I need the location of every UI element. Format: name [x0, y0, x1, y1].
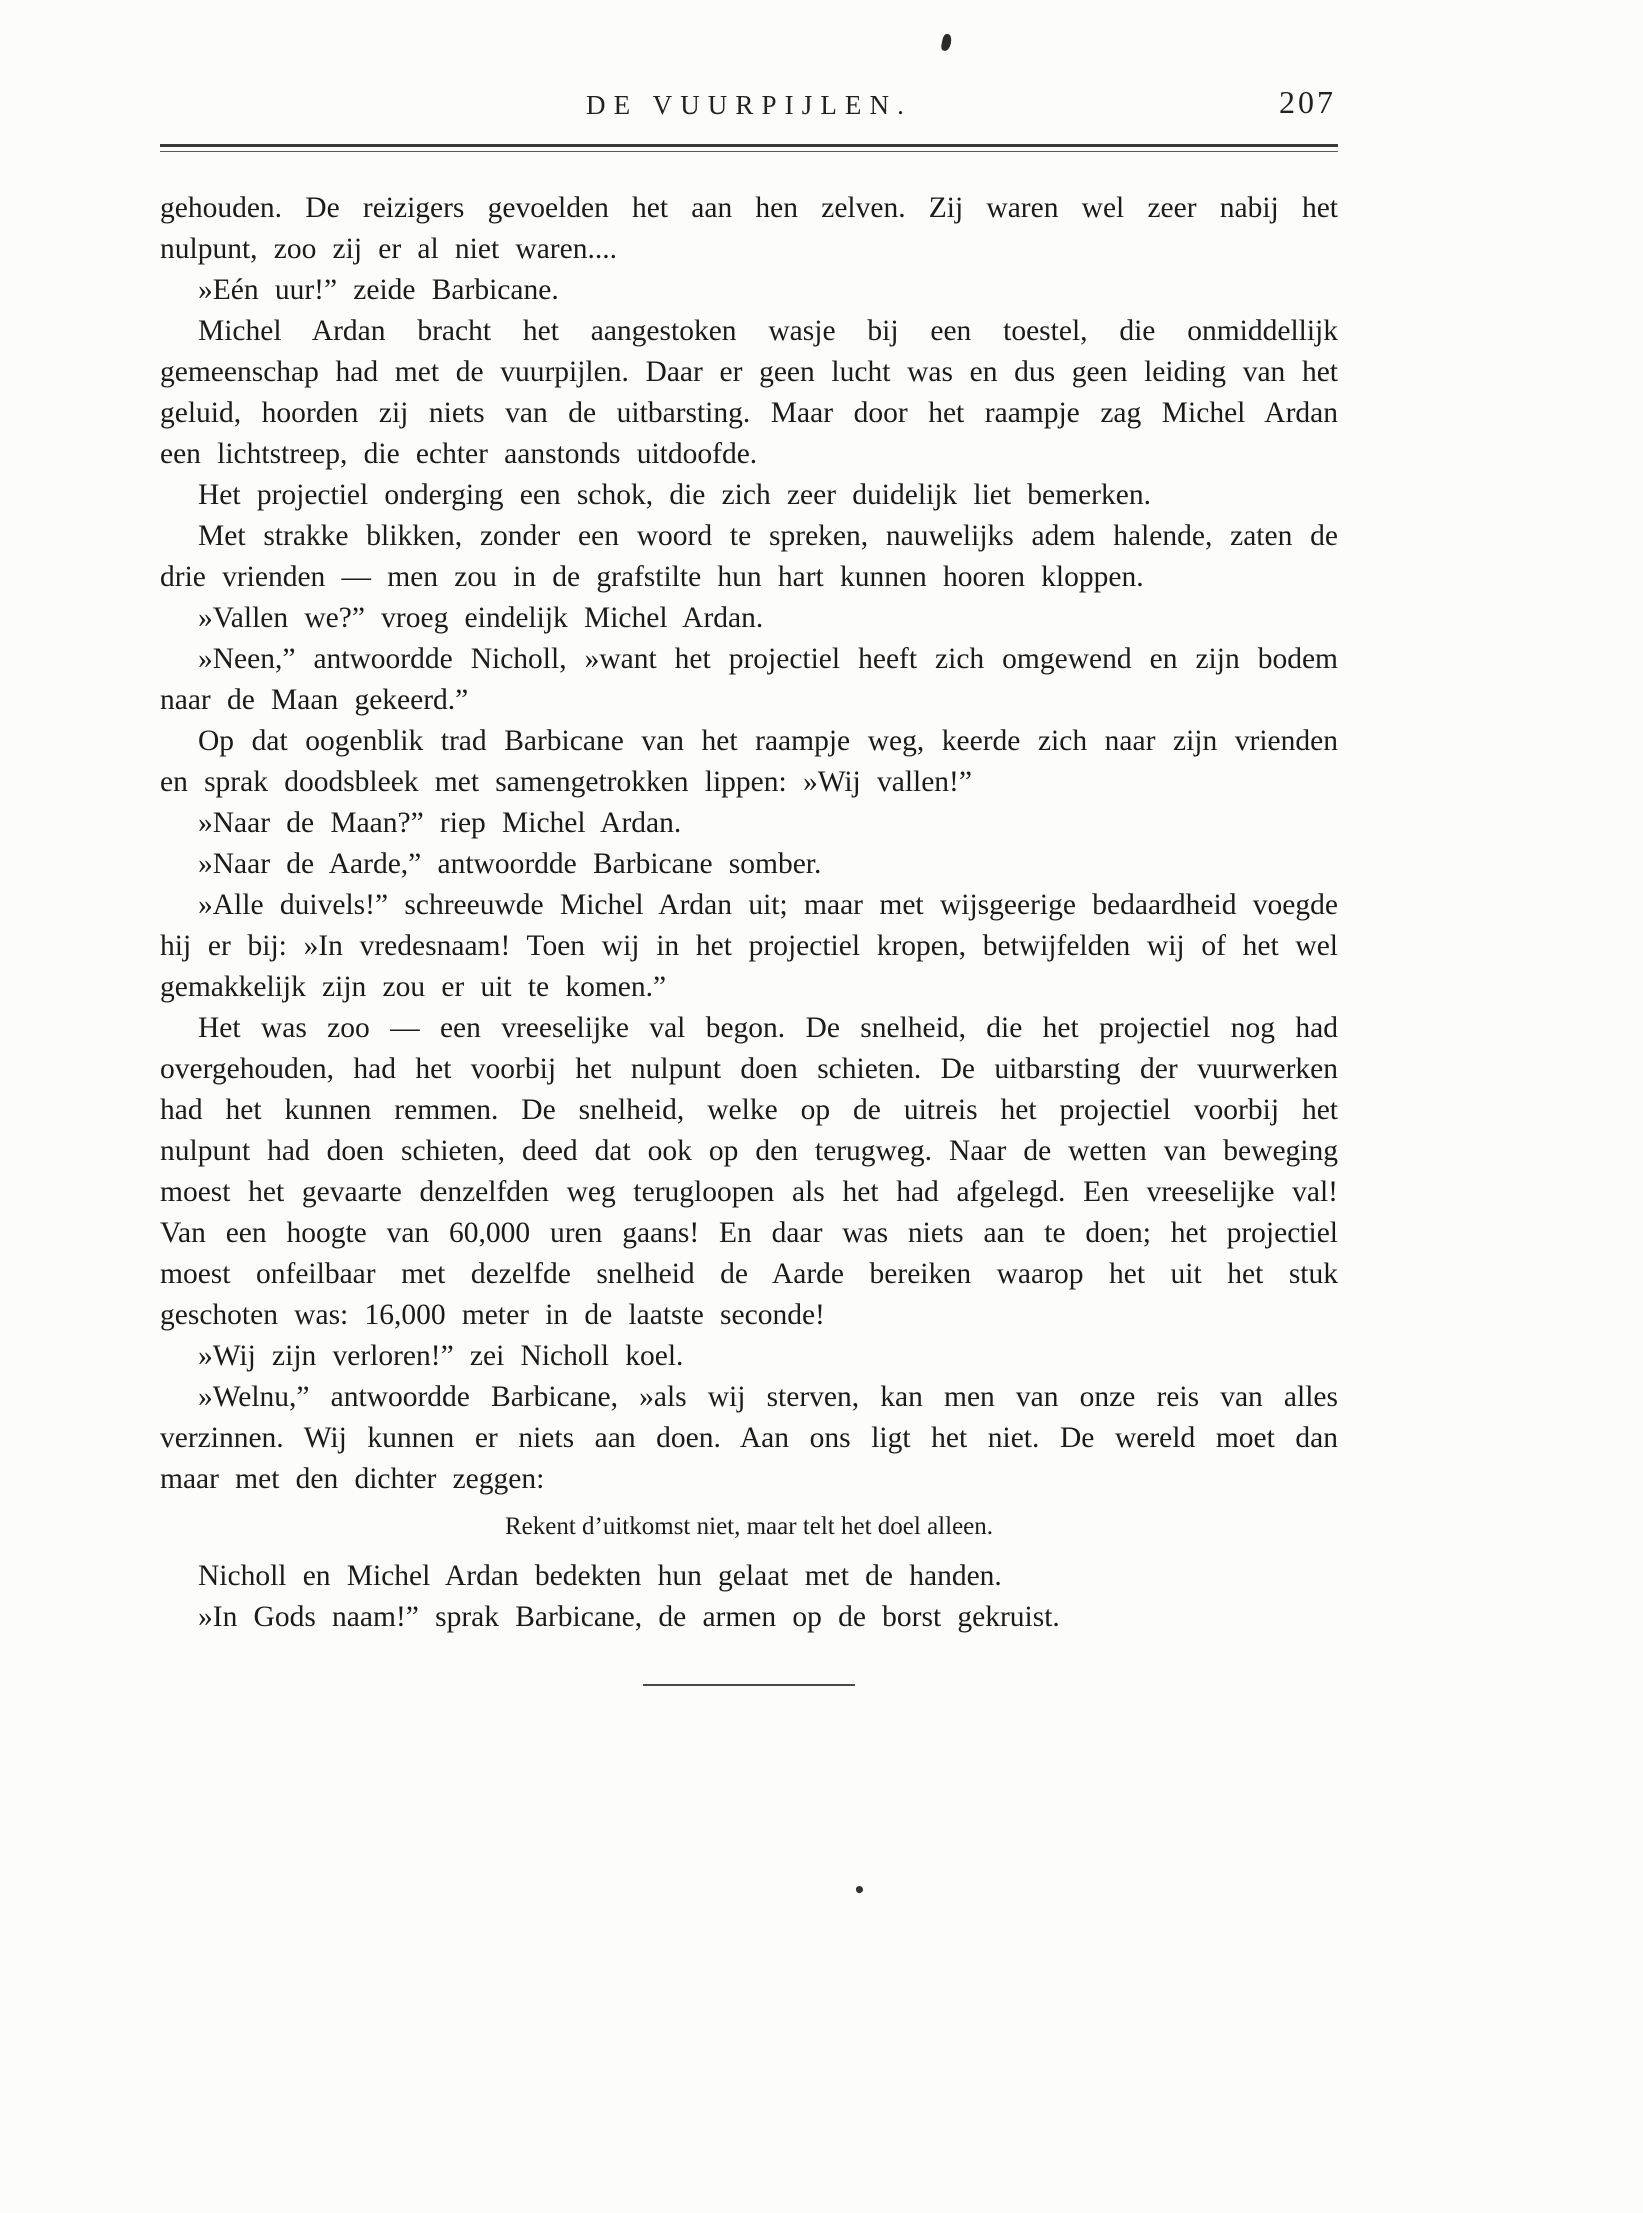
paragraph: Met strakke blikken, zonder een woord te spreken, nauwelijks adem halende, zaten de drie vrienden — men zou in de grafstilte hun hart kunnen hooren kloppen.	[160, 520, 1338, 593]
paragraph: »Naar de Aarde,” antwoordde Barbicane somber.	[198, 848, 822, 880]
page-number: 207	[1279, 84, 1336, 120]
paragraph: »Eén uur!” zeide Barbicane.	[198, 274, 559, 306]
ink-mark-artifact	[940, 33, 952, 51]
paragraph: Op dat oogenblik trad Barbicane van het raampje weg, keerde zich naar zijn vrienden en sprak doodsbleek met samengetrokken lippen: »Wij vallen!”	[160, 725, 1338, 798]
header-rule	[160, 144, 1338, 152]
paragraph: »Neen,” antwoordde Nicholl, »want het projectiel heeft zich omgewend en zijn bodem naar de Maan gekeerd.”	[160, 643, 1338, 716]
paragraph: Michel Ardan bracht het aangestoken wasje bij een toestel, die onmiddellijk gemeenschap had met de vuurpijlen. Daar er geen lucht was en dus geen leiding van het geluid, hoorden zij niets van de uitbarsting. Maar door het raampje zag Michel Ardan een lichtstreep, die echter aanstonds uitdoofde.	[160, 315, 1338, 470]
paragraph: Nicholl en Michel Ardan bedekten hun gelaat met de handen.	[198, 1560, 1002, 1592]
paragraph: »Wij zijn verloren!” zei Nicholl koel.	[198, 1340, 684, 1372]
ink-dot-artifact	[855, 1885, 864, 1894]
paragraph: Het projectiel onderging een schok, die zich zeer duidelijk liet bemerken.	[198, 479, 1151, 511]
paragraph: »Alle duivels!” schreeuwde Michel Ardan uit; maar met wijsgeerige bedaardheid voegde hij er bij: »In vredesnaam! Toen wij in het projectiel kropen, betwijfelden wij of het wel gemakkelijk zijn zou er uit te komen.”	[160, 889, 1338, 1003]
running-header	[160, 84, 1338, 134]
section-end-rule	[643, 1684, 855, 1686]
paragraph: gehouden. De reizigers gevoelden het aan hen zelven. Zij waren wel zeer nabij het nulpunt, zoo zij er al niet waren....	[160, 192, 1338, 265]
paragraph: »Vallen we?” vroeg eindelijk Michel Ardan.	[198, 602, 764, 634]
paragraph: »Welnu,” antwoordde Barbicane, »als wij sterven, kan men van onze reis van alles verzinnen. Wij kunnen er niets aan doen. Aan ons ligt het niet. De wereld moet dan maar met den dichter zeggen:	[160, 1381, 1338, 1495]
paragraph: »In Gods naam!” sprak Barbicane, de armen op de borst gekruist.	[198, 1601, 1060, 1633]
page-content	[160, 84, 1338, 1686]
paragraph: Het was zoo — een vreeselijke val begon. De snelheid, die het projectiel nog had overgehouden, had het voorbij het nulpunt doen schieten. De uitbarsting der vuurwerken had het kunnen remmen. De snelheid, welke op de uitreis het projectiel voorbij het nulpunt had doen schieten, deed dat ook op den terugweg. Naar de wetten van beweging moest het gevaarte denzelfden weg terugloopen als het had afgelegd. Een vreeselijke val! Van een hoogte van 60,000 uren gaans! En daar was niets aan te doen; het projectiel moest onfeilbaar met dezelfde snelheid de Aarde bereiken waarop het uit het stuk geschoten was: 16,000 meter in de laatste seconde!	[160, 1012, 1338, 1331]
paragraph: »Naar de Maan?” riep Michel Ardan.	[198, 807, 682, 839]
chapter-title: DE VUURPIJLEN.	[586, 90, 912, 120]
verse-line: Rekent d’uitkomst niet, maar telt het doel alleen.	[504, 1513, 994, 1540]
